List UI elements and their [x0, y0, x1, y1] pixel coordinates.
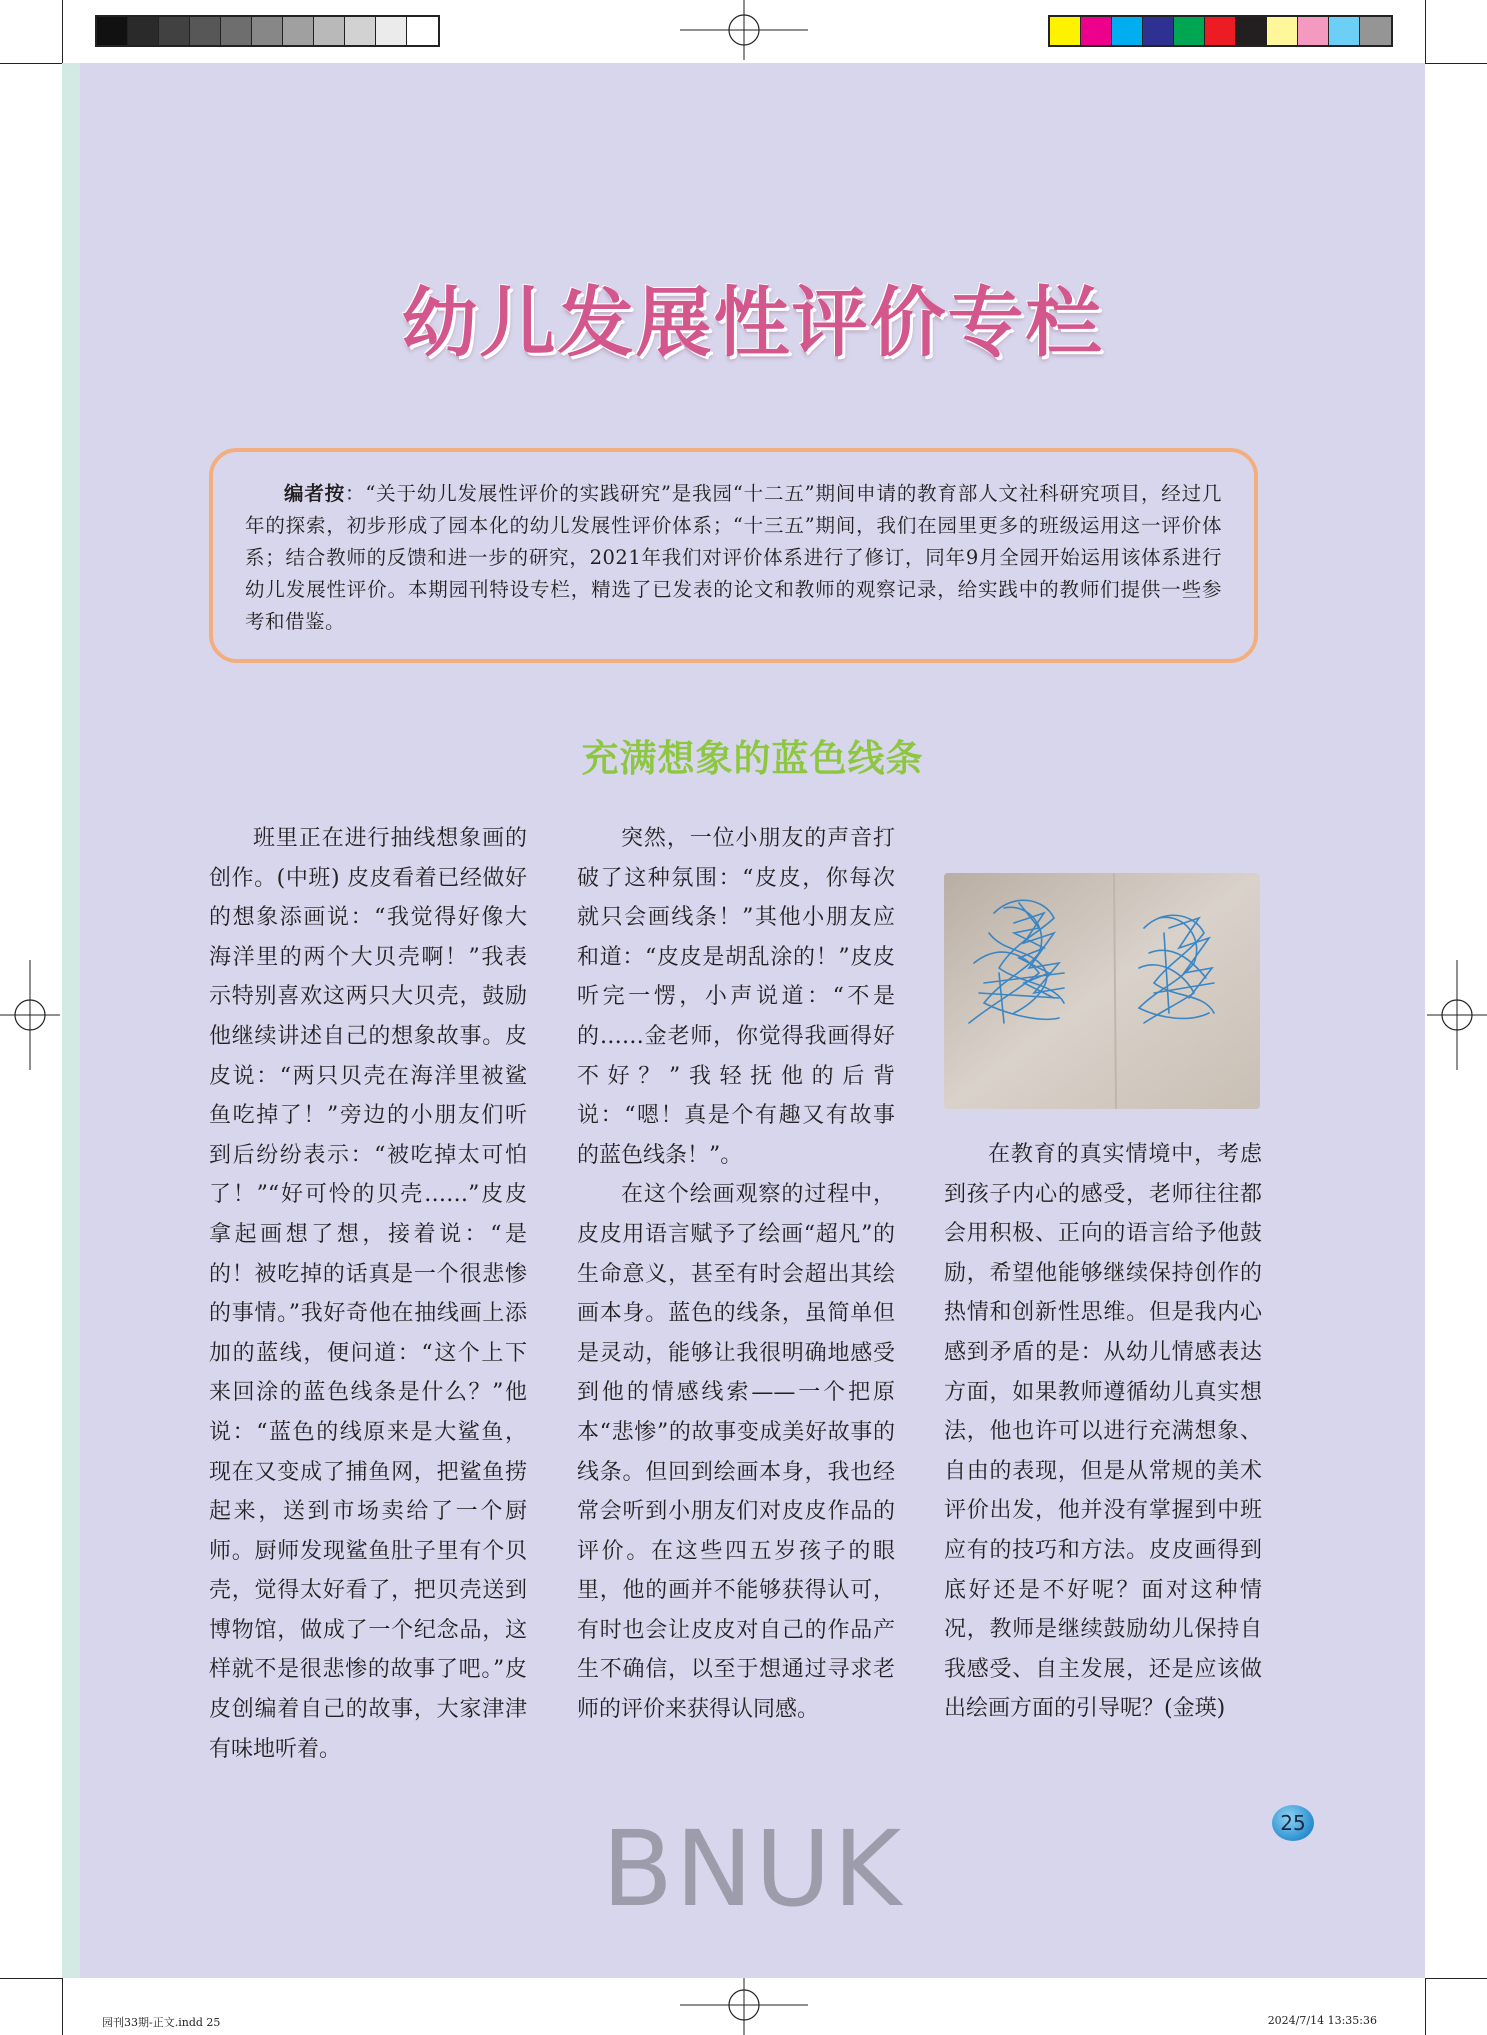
color-swatch [159, 17, 190, 45]
color-swatch [221, 17, 252, 45]
color-swatch [1174, 17, 1205, 45]
article-column-2 [577, 819, 895, 1730]
color-swatch [97, 17, 128, 45]
page-number-badge: 25 [1272, 1805, 1314, 1841]
color-swatch [252, 17, 283, 45]
color-swatch [1360, 17, 1391, 45]
crop-mark [1425, 0, 1426, 63]
color-swatch [283, 17, 314, 45]
color-swatch [190, 17, 221, 45]
registration-mark-right [1427, 960, 1487, 1070]
color-swatch [1081, 17, 1112, 45]
color-swatch [345, 17, 376, 45]
article-column-1 [209, 819, 527, 1769]
color-swatch [1329, 17, 1360, 45]
editor-note-box [209, 448, 1258, 663]
crop-mark [62, 1978, 63, 2035]
article-column-3 [944, 1135, 1262, 1729]
print-slug-timestamp: 2024/7/14 13:35:36 [1267, 2014, 1377, 2027]
color-swatch [314, 17, 345, 45]
registration-mark-top [680, 0, 808, 60]
color-swatch [376, 17, 407, 45]
editor-note-paragraph [245, 478, 1222, 638]
article-title: 充满想象的蓝色线条 [581, 737, 924, 780]
process-color-bar [1048, 15, 1393, 47]
crop-mark [0, 63, 62, 64]
crop-mark [62, 0, 63, 63]
color-swatch [1205, 17, 1236, 45]
color-swatch [1298, 17, 1329, 45]
color-swatch [407, 17, 438, 45]
editor-note-label: 编者按 [284, 482, 346, 505]
registration-mark-bottom [680, 1978, 808, 2035]
page-spine-strip [62, 63, 80, 1978]
color-swatch [1267, 17, 1298, 45]
column-title: 幼儿发展性评价专栏 [401, 278, 1104, 367]
child-drawing-photo [944, 873, 1260, 1109]
editor-note-text: ：“关于幼儿发展性评价的实践研究”是我园“十二五”期间申请的教育部人文社科研究项目，经过几年的探索，初步形成了园本化的幼儿发展性评价体系；“十三五”期间，我们在园里更多的班级运用这一评价体系；结合教师的反馈和进一步的研究，2021年我们对评价体系进行了修订，同年9月全园开始运用该体系进行幼儿发展性评价。本期园刊特设专栏，精选了已发表的论文和教师的观察记录，给实践中的教师们提供一些参考和借鉴。 [245, 482, 1222, 633]
paragraph: 在这个绘画观察的过程中，皮皮用语言赋予了绘画“超凡”的生命意义，甚至有时会超出其绘画本身。蓝色的线条，虽简单但是灵动，能够让我很明确地感受到他的情感线索——一个把原本“悲惨”的故事变成美好故事的线条。但回到绘画本身，我也经常会听到小朋友们对皮皮作品的评价。在这些四五岁孩子的眼里，他的画并不能够获得认可，有时也会让皮皮对自己的作品产生不确信，以至于想通过寻求老师的评价来获得认同感。 [577, 1182, 895, 1723]
color-swatch [1236, 17, 1267, 45]
registration-mark-left [0, 960, 60, 1070]
print-slug-file: 园刊33期-正文.indd 25 [102, 2016, 221, 2029]
color-swatch [1143, 17, 1174, 45]
crop-mark [1425, 1978, 1426, 2035]
crop-mark [1425, 63, 1487, 64]
paragraph: 突然，一位小朋友的声音打破了这种氛围：“皮皮，你每次就只会画线条！”其他小朋友应和道：“皮皮是胡乱涂的！”皮皮听完一愣，小声说道：“不是的……金老师，你觉得我画得好不好？”我轻抚他的后背说：“嗯！真是个有趣又有故事的蓝色线条！”。 [577, 826, 895, 1168]
color-swatch [1050, 17, 1081, 45]
watermark-logo-text: BNUK [601, 1808, 904, 1930]
color-swatch [1112, 17, 1143, 45]
grayscale-color-bar [95, 15, 440, 47]
paragraph: 在教育的真实情境中，考虑到孩子内心的感受，老师往往都会用积极、正向的语言给予他鼓励，希望他能够继续保持创作的热情和创新性思维。但是我内心感到矛盾的是：从幼儿情感表达方面，如果教师遵循幼儿真实想法，他也许可以进行充满想象、自由的表现，但是从常规的美术评价出发，他并没有掌握到中班应有的技巧和方法。皮皮画得到底好还是不好呢？面对这种情况，教师是继续鼓励幼儿保持自我感受、自主发展，还是应该做出绘画方面的引导呢？(金瑛) [944, 1142, 1262, 1722]
crop-mark [0, 1978, 62, 1979]
color-swatch [128, 17, 159, 45]
crop-mark [1425, 1978, 1487, 1979]
paragraph: 班里正在进行抽线想象画的创作。(中班) 皮皮看着已经做好的想象添画说：“我觉得好像大海洋里的两个大贝壳啊！”我表示特别喜欢这两只大贝壳，鼓励他继续讲述自己的想象故事。皮皮说：“两只贝壳在海洋里被鲨鱼吃掉了！”旁边的小朋友们听到后纷纷表示：“被吃掉太可怕了！”“好可怜的贝壳……”皮皮拿起画想了想，接着说：“是的！被吃掉的话真是一个很悲惨的事情。”我好奇他在抽线画上添加的蓝线，便问道：“这个上下来回涂的蓝色线条是什么？”他说：“蓝色的线原来是大鲨鱼，现在又变成了捕鱼网，把鲨鱼捞起来，送到市场卖给了一个厨师。厨师发现鲨鱼肚子里有个贝壳，觉得太好看了，把贝壳送到博物馆，做成了一个纪念品，这样就不是很悲惨的故事了吧。”皮皮创编着自己的故事，大家津津有味地听着。 [209, 826, 527, 1762]
